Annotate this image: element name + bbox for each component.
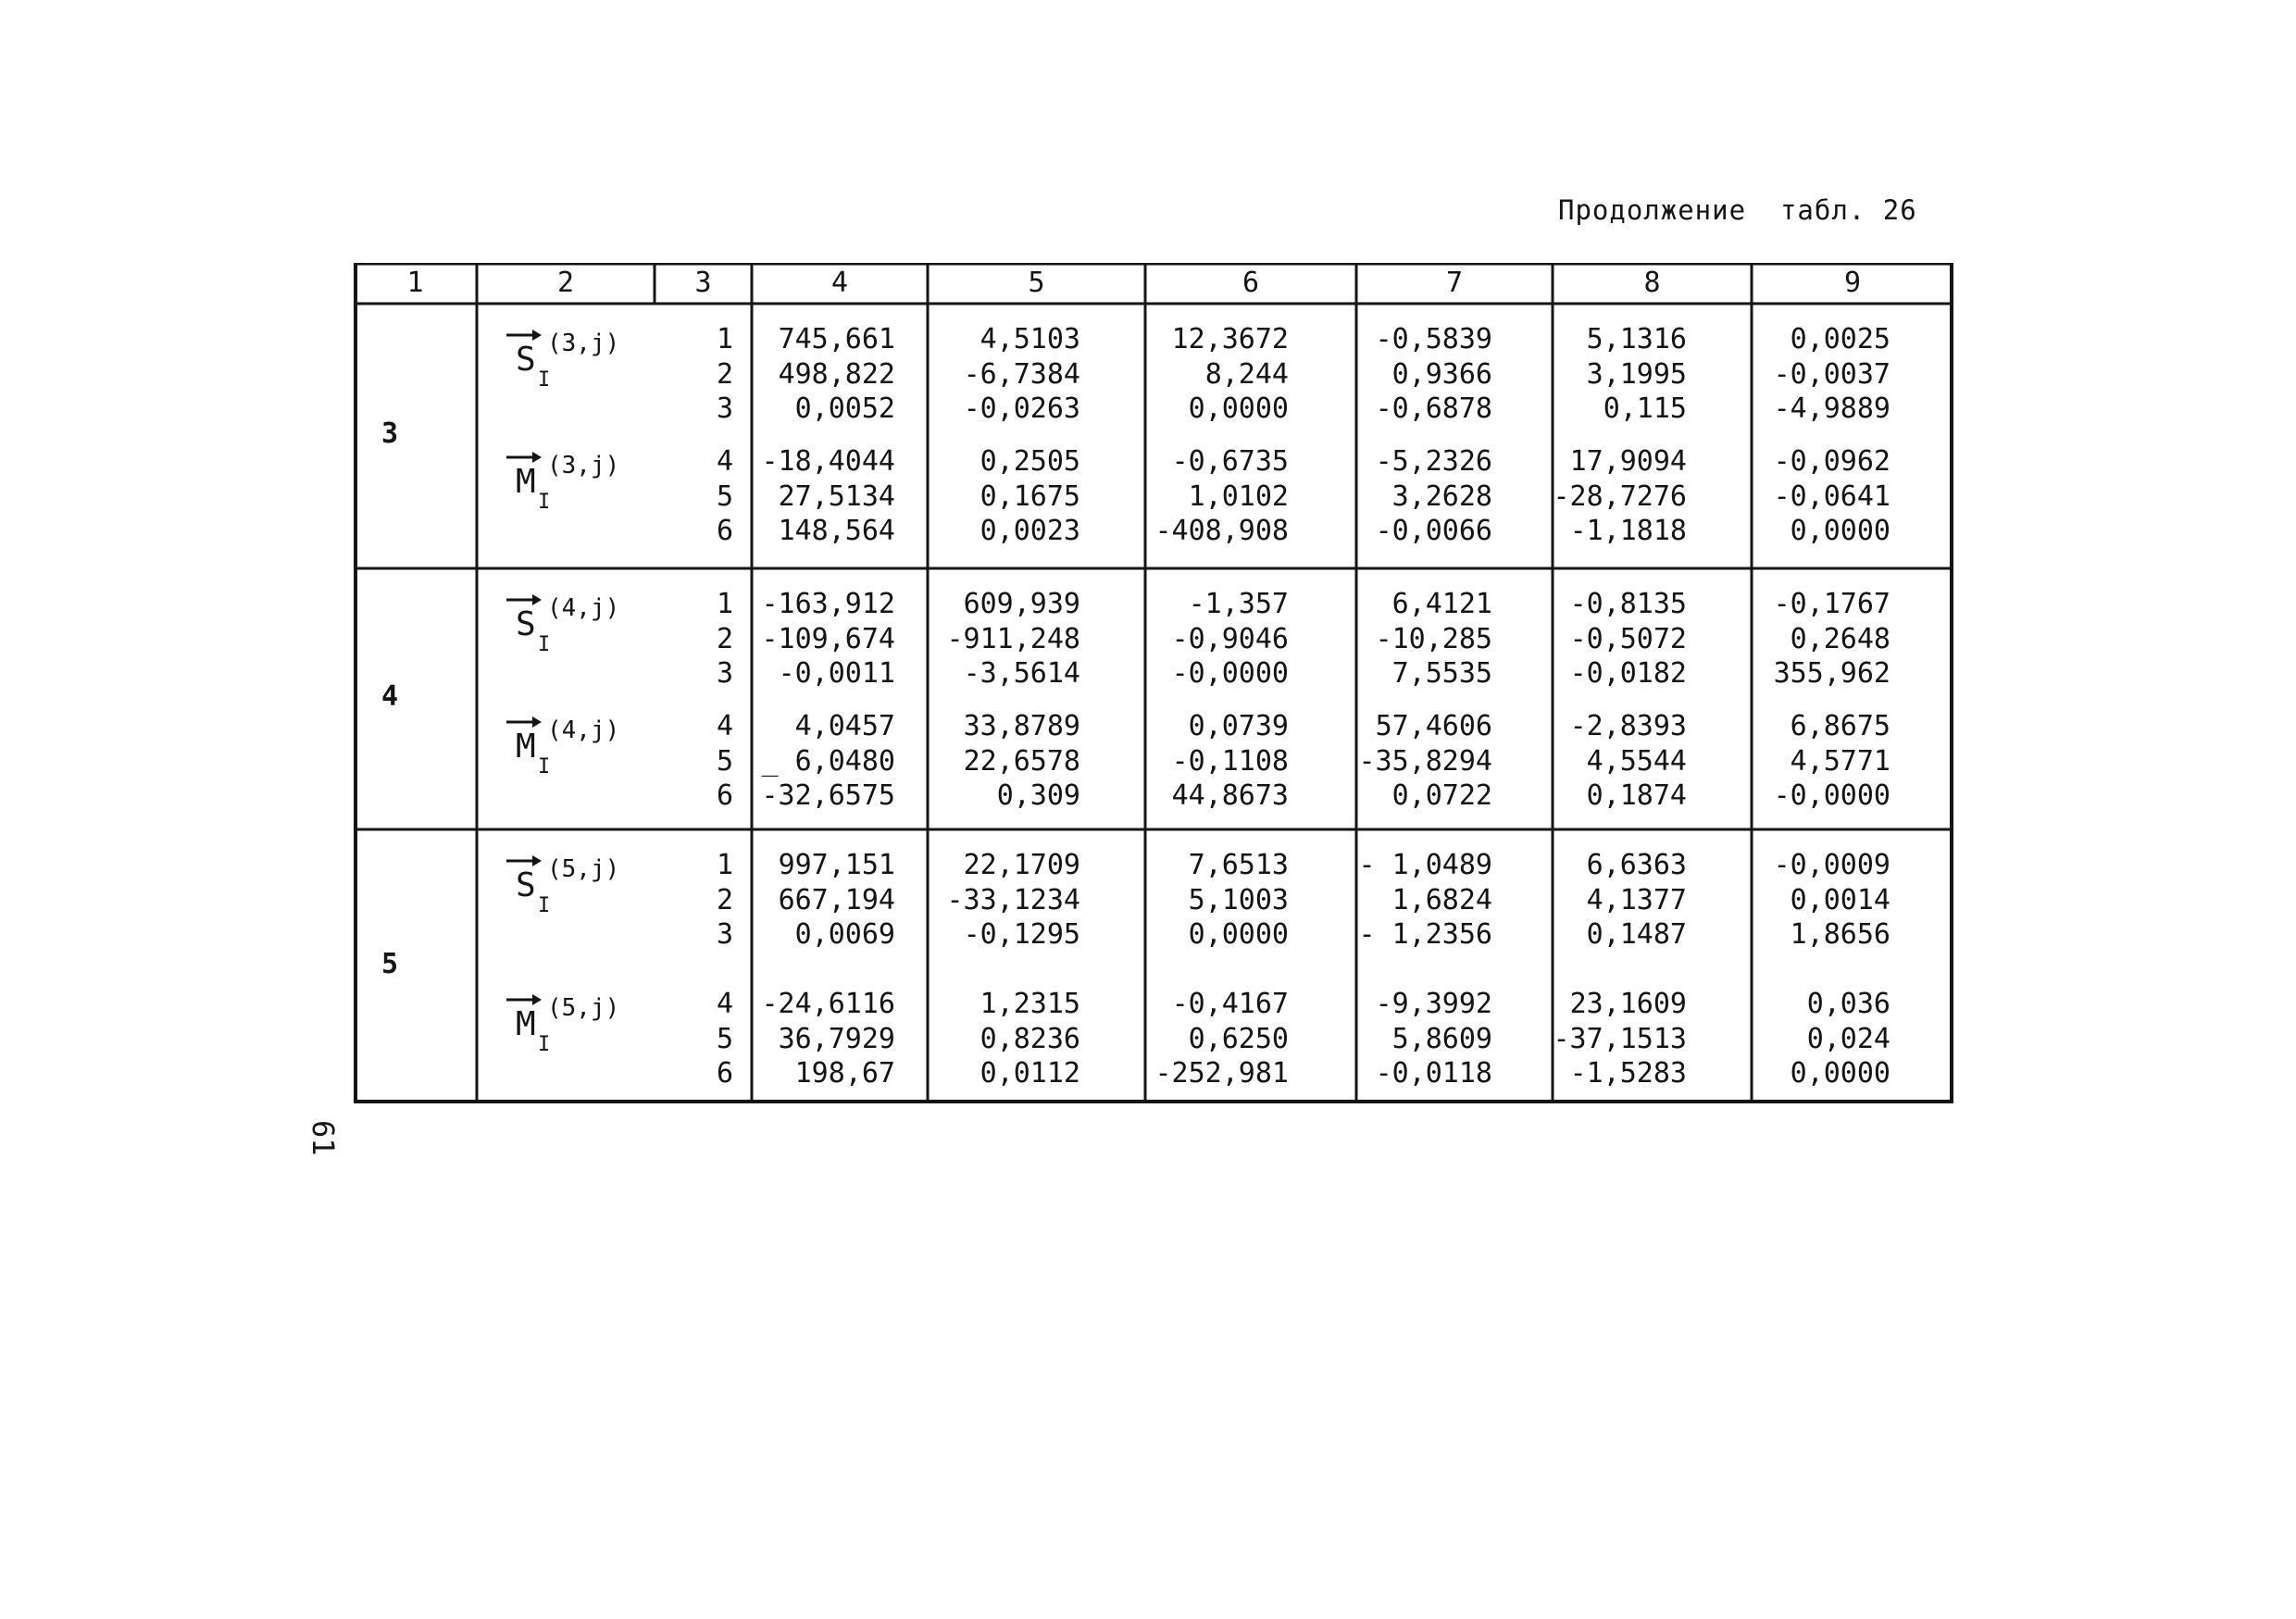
table-cell: 0,0112 bbox=[980, 1057, 1080, 1090]
table-cell: -911,248 bbox=[946, 622, 1080, 655]
table-cell: 0,9366 bbox=[1391, 357, 1492, 391]
row-index: 4 bbox=[716, 445, 733, 478]
column-header-6: 6 bbox=[1242, 267, 1260, 299]
table-cell: -0,6735 bbox=[1171, 445, 1289, 478]
page-number: 61 bbox=[306, 1120, 341, 1156]
table-cell: 0,2648 bbox=[1790, 622, 1890, 655]
table-cell: -0,0118 bbox=[1375, 1057, 1492, 1090]
table-cell: 5,1316 bbox=[1586, 323, 1687, 355]
table-cell: -0,0066 bbox=[1375, 515, 1492, 547]
table-cell: -0,1295 bbox=[963, 918, 1080, 951]
row-index: 5 bbox=[716, 1022, 733, 1055]
table-cell: 1,6824 bbox=[1391, 883, 1492, 916]
table-cell: 0,0000 bbox=[1790, 515, 1890, 547]
row-index: 5 bbox=[716, 744, 733, 778]
table-cell: -35,8294 bbox=[1358, 744, 1492, 778]
table-cell: 0,0722 bbox=[1391, 779, 1492, 812]
table-cell: 0,0000 bbox=[1790, 1057, 1890, 1090]
row-index: 1 bbox=[716, 849, 733, 881]
table-cell: 0,115 bbox=[1603, 392, 1687, 425]
column-header-2: 2 bbox=[556, 267, 575, 299]
table-cell: 0,309 bbox=[996, 779, 1080, 812]
table-cell: -1,1818 bbox=[1569, 515, 1687, 547]
table-cell: -37,1513 bbox=[1553, 1022, 1687, 1055]
vector-superscript: (3,j) bbox=[547, 452, 620, 479]
table-cell: 36,7929 bbox=[778, 1022, 895, 1055]
table-cell: -109,674 bbox=[761, 622, 895, 655]
row-index: 2 bbox=[716, 883, 733, 916]
table-cell: 198,67 bbox=[794, 1057, 895, 1090]
table-cell: -0,8135 bbox=[1569, 588, 1687, 620]
table-cell: 0,036 bbox=[1806, 988, 1890, 1020]
table-cell: 4,0457 bbox=[794, 710, 895, 742]
table-cell: -1,357 bbox=[1188, 588, 1289, 620]
table-cell: -0,5072 bbox=[1569, 622, 1687, 655]
table-cell: 0,1487 bbox=[1586, 918, 1687, 951]
table-cell: -0,0962 bbox=[1773, 445, 1890, 478]
table-cell: 4,1377 bbox=[1586, 883, 1687, 916]
table-cell: -33,1234 bbox=[946, 883, 1080, 916]
row-index: 1 bbox=[716, 588, 733, 620]
vector-subscript: I bbox=[538, 755, 551, 778]
table-cell: 8,244 bbox=[1204, 357, 1289, 391]
row-index: 4 bbox=[716, 988, 733, 1020]
table-cell: 1,0102 bbox=[1188, 479, 1289, 513]
table-cell: 0,1675 bbox=[980, 479, 1080, 513]
table-cell: -28,7276 bbox=[1553, 479, 1687, 513]
table-cell: 0,0739 bbox=[1188, 710, 1289, 742]
table-cell: 498,822 bbox=[778, 357, 895, 391]
vector-superscript: (3,j) bbox=[547, 330, 620, 357]
column-header-1: 1 bbox=[406, 267, 424, 299]
table-cell: -6,7384 bbox=[963, 357, 1080, 391]
vector-superscript: (4,j) bbox=[547, 716, 620, 744]
table-cell: -0,9046 bbox=[1171, 622, 1289, 655]
table-grid bbox=[354, 263, 1953, 1103]
row-index: 4 bbox=[716, 710, 733, 742]
table-cell: -5,2326 bbox=[1375, 445, 1492, 478]
table-cell: -0,0263 bbox=[963, 392, 1080, 425]
vector-letter: M bbox=[516, 1005, 536, 1043]
table-cell: 17,9094 bbox=[1569, 445, 1687, 478]
table-cell: -9,3992 bbox=[1375, 988, 1492, 1020]
vector-letter: M bbox=[516, 463, 536, 501]
table-cell: 0,2505 bbox=[980, 445, 1080, 478]
table-cell: 0,1874 bbox=[1586, 779, 1687, 812]
column-header-9: 9 bbox=[1843, 267, 1862, 299]
table-cell: -0,5839 bbox=[1375, 323, 1492, 355]
table-cell: -2,8393 bbox=[1569, 710, 1687, 742]
row-index: 5 bbox=[716, 479, 733, 513]
group-label: 5 bbox=[381, 948, 399, 980]
table-cell: 609,939 bbox=[963, 588, 1080, 620]
table-cell: 0,0014 bbox=[1790, 883, 1890, 916]
vector-letter: S bbox=[516, 341, 536, 379]
table-cell: -0,0182 bbox=[1569, 657, 1687, 690]
vector-subscript: I bbox=[538, 368, 551, 392]
table-cell: 0,8236 bbox=[980, 1022, 1080, 1055]
table-cell: 0,0000 bbox=[1188, 392, 1289, 425]
table-cell: 0,6250 bbox=[1188, 1022, 1289, 1055]
table-cell: -4,9889 bbox=[1773, 392, 1890, 425]
table-cell: -0,0009 bbox=[1773, 849, 1890, 881]
column-header-4: 4 bbox=[830, 267, 849, 299]
table-cell: 5,8609 bbox=[1391, 1022, 1492, 1055]
table-cell: 0,0023 bbox=[980, 515, 1080, 547]
table-cell: -32,6575 bbox=[761, 779, 895, 812]
row-index: 3 bbox=[716, 392, 733, 425]
row-index: 6 bbox=[716, 515, 733, 547]
table-cell: - 1,0489 bbox=[1358, 849, 1492, 881]
vector-subscript: I bbox=[538, 633, 551, 656]
table-cell: 997,151 bbox=[778, 849, 895, 881]
table-cell: -0,6878 bbox=[1375, 392, 1492, 425]
row-index: 2 bbox=[716, 622, 733, 655]
table-cell: -163,912 bbox=[761, 588, 895, 620]
continuation-caption: Продолжение табл. 26 bbox=[1558, 194, 1917, 226]
table-cell: 4,5771 bbox=[1790, 744, 1890, 778]
table-cell: 6,6363 bbox=[1586, 849, 1687, 881]
group-label: 4 bbox=[381, 680, 399, 713]
table-cell: 1,2315 bbox=[980, 988, 1080, 1020]
column-header-8: 8 bbox=[1643, 267, 1661, 299]
vector-subscript: I bbox=[538, 894, 551, 917]
table-cell: -0,0011 bbox=[778, 657, 895, 690]
table-cell: 33,8789 bbox=[963, 710, 1080, 742]
vector-superscript: (5,j) bbox=[547, 994, 620, 1022]
vector-letter: M bbox=[516, 728, 536, 766]
table-cell: 0,0000 bbox=[1188, 918, 1289, 951]
table-cell: -0,0000 bbox=[1773, 779, 1890, 812]
table-cell: -3,5614 bbox=[963, 657, 1080, 690]
table-cell: 0,0025 bbox=[1790, 323, 1890, 355]
table-cell: 0,0052 bbox=[794, 392, 895, 425]
table-cell: 3,1995 bbox=[1586, 357, 1687, 391]
table-cell: -408,908 bbox=[1154, 515, 1289, 547]
table-cell: 44,8673 bbox=[1171, 779, 1289, 812]
vector-superscript: (5,j) bbox=[547, 855, 620, 883]
table-cell: 667,194 bbox=[778, 883, 895, 916]
table-cell: 6,8675 bbox=[1790, 710, 1890, 742]
table-cell: 57,4606 bbox=[1375, 710, 1492, 742]
table-cell: 1,8656 bbox=[1790, 918, 1890, 951]
table-cell: 3,2628 bbox=[1391, 479, 1492, 513]
vector-letter: S bbox=[516, 866, 536, 904]
table-cell: 148,564 bbox=[778, 515, 895, 547]
table-cell: -0,4167 bbox=[1171, 988, 1289, 1020]
table-cell: -252,981 bbox=[1154, 1057, 1289, 1090]
table-cell: 6,4121 bbox=[1391, 588, 1492, 620]
row-index: 1 bbox=[716, 323, 733, 355]
row-index: 2 bbox=[716, 357, 733, 391]
column-header-3: 3 bbox=[694, 267, 712, 299]
table-cell: 5,1003 bbox=[1188, 883, 1289, 916]
group-label: 3 bbox=[381, 417, 399, 450]
table-cell: -1,5283 bbox=[1569, 1057, 1687, 1090]
vector-subscript: I bbox=[538, 1033, 551, 1056]
table-cell: 4,5544 bbox=[1586, 744, 1687, 778]
column-header-5: 5 bbox=[1028, 267, 1045, 299]
row-index: 6 bbox=[716, 779, 733, 812]
table-cell: -18,4044 bbox=[761, 445, 895, 478]
table-cell: - 1,2356 bbox=[1358, 918, 1492, 951]
row-index: 3 bbox=[716, 657, 733, 690]
row-index: 6 bbox=[716, 1057, 733, 1090]
table-cell: 12,3672 bbox=[1171, 323, 1289, 355]
table-cell: -10,285 bbox=[1375, 622, 1492, 655]
table-cell: 22,6578 bbox=[963, 744, 1080, 778]
table-cell: 23,1609 bbox=[1569, 988, 1687, 1020]
table-cell: 4,5103 bbox=[980, 323, 1080, 355]
table-cell: -0,1108 bbox=[1171, 744, 1289, 778]
table-cell: 355,962 bbox=[1773, 657, 1890, 690]
table-cell: 0,024 bbox=[1806, 1022, 1890, 1055]
vector-superscript: (4,j) bbox=[547, 594, 620, 622]
table-cell: -0,1767 bbox=[1773, 588, 1890, 620]
table-cell: -0,0037 bbox=[1773, 357, 1890, 391]
table-cell: 27,5134 bbox=[778, 479, 895, 513]
vector-letter: S bbox=[516, 605, 536, 643]
table-cell: 0,0069 bbox=[794, 918, 895, 951]
vector-subscript: I bbox=[538, 491, 551, 514]
table-cell: -0,0000 bbox=[1171, 657, 1289, 690]
table-cell: 7,6513 bbox=[1188, 849, 1289, 881]
table-cell: 745,661 bbox=[778, 323, 895, 355]
table-cell: -24,6116 bbox=[761, 988, 895, 1020]
data-table bbox=[354, 263, 1953, 1103]
table-cell: -0,0641 bbox=[1773, 479, 1890, 513]
column-header-7: 7 bbox=[1445, 267, 1464, 299]
table-cell: 7,5535 bbox=[1391, 657, 1492, 690]
table-cell: _ 6,0480 bbox=[761, 744, 895, 778]
row-index: 3 bbox=[716, 918, 733, 951]
table-cell: 22,1709 bbox=[963, 849, 1080, 881]
